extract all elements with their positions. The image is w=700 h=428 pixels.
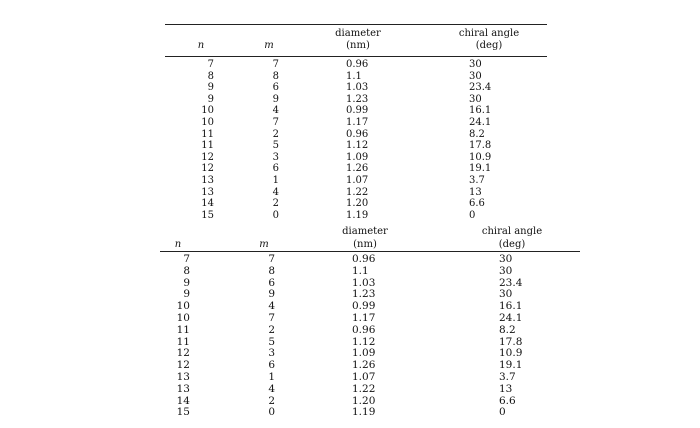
diameter-cell: 1.17 bbox=[346, 117, 369, 128]
chiral-angle-cell: 30 bbox=[469, 70, 482, 82]
m-header: m bbox=[259, 239, 269, 250]
chiral-angle-cell: 24.1 bbox=[499, 312, 523, 324]
n-cell: 13 bbox=[201, 186, 214, 198]
m-cell: 1 bbox=[272, 175, 279, 186]
n-cell: 10 bbox=[176, 300, 190, 313]
chiral-angle-cell: 3.7 bbox=[469, 175, 485, 186]
m-cell: 0 bbox=[272, 209, 279, 221]
chiral-angle-cell: 30 bbox=[469, 93, 482, 105]
n-cell: 14 bbox=[201, 198, 214, 210]
table-row bbox=[160, 289, 580, 301]
m-cell: 9 bbox=[272, 93, 279, 105]
n-cell: 7 bbox=[207, 59, 214, 70]
chiral-angle-cell: 0 bbox=[499, 406, 506, 419]
m-cell: 2 bbox=[268, 394, 275, 407]
diameter-cell: 1.03 bbox=[352, 276, 376, 289]
table-row bbox=[160, 372, 580, 384]
m-cell: 0 bbox=[268, 406, 275, 419]
m-cell: 2 bbox=[272, 128, 279, 140]
table-row bbox=[160, 360, 580, 372]
diameter-cell: 1.22 bbox=[352, 382, 376, 395]
m-cell: 1 bbox=[268, 371, 275, 383]
chiral-angle-header: chiral angle bbox=[458, 28, 520, 39]
m-header: m bbox=[264, 40, 274, 51]
diameter-cell: 1.03 bbox=[346, 82, 369, 94]
chiral-angle-cell: 3.7 bbox=[499, 371, 516, 383]
n-cell: 9 bbox=[207, 93, 214, 105]
n-cell: 10 bbox=[176, 312, 190, 324]
chiral-angle-cell: 30 bbox=[499, 288, 513, 301]
diameter-unit: (nm) bbox=[346, 40, 370, 51]
diameter-cell: 1.20 bbox=[352, 394, 376, 407]
m-cell: 7 bbox=[268, 253, 275, 265]
chiral-angle-cell: 10.9 bbox=[499, 347, 523, 360]
m-cell: 7 bbox=[272, 117, 279, 128]
diameter-cell: 0.96 bbox=[346, 128, 369, 140]
diameter-cell: 0.99 bbox=[346, 105, 369, 117]
chiral-angle-cell: 0 bbox=[469, 209, 476, 221]
m-cell: 6 bbox=[272, 163, 279, 175]
chiral-angle-cell: 23.4 bbox=[469, 82, 492, 94]
diameter-cell: 1.07 bbox=[346, 175, 369, 186]
n-cell: 15 bbox=[201, 209, 214, 221]
n-cell: 12 bbox=[201, 151, 214, 163]
chiral-angle-cell: 16.1 bbox=[499, 300, 523, 313]
table-row bbox=[160, 384, 580, 396]
m-cell: 3 bbox=[268, 347, 275, 360]
m-cell: 8 bbox=[268, 264, 275, 277]
diameter-unit: (nm) bbox=[353, 239, 377, 250]
chiral-angle-cell: 17.8 bbox=[469, 140, 492, 152]
m-cell: 2 bbox=[268, 323, 275, 336]
chiral-angle-cell: 16.1 bbox=[469, 105, 492, 117]
n-cell: 12 bbox=[201, 163, 214, 175]
chiral-angle-cell: 8.2 bbox=[469, 128, 485, 140]
chiral-angle-cell: 8.2 bbox=[499, 323, 516, 336]
diameter-cell: 1.09 bbox=[352, 347, 376, 360]
n-cell: 11 bbox=[176, 335, 190, 348]
m-cell: 2 bbox=[272, 198, 279, 210]
diameter-cell: 1.20 bbox=[346, 198, 369, 210]
diameter-cell: 1.07 bbox=[352, 371, 376, 383]
m-cell: 4 bbox=[272, 186, 279, 198]
n-cell: 10 bbox=[201, 117, 214, 128]
n-cell: 7 bbox=[183, 253, 190, 265]
diameter-header: diameter bbox=[335, 28, 381, 39]
m-cell: 6 bbox=[268, 359, 275, 372]
diameter-cell: 1.1 bbox=[352, 264, 369, 277]
m-cell: 6 bbox=[268, 276, 275, 289]
diameter-cell: 1.23 bbox=[352, 288, 376, 301]
n-cell: 11 bbox=[201, 140, 214, 152]
chiral-angle-cell: 30 bbox=[499, 264, 513, 277]
table-row bbox=[160, 348, 580, 360]
n-cell: 9 bbox=[183, 288, 190, 301]
diameter-cell: 0.96 bbox=[346, 59, 369, 70]
m-cell: 6 bbox=[272, 82, 279, 94]
n-cell: 10 bbox=[201, 105, 214, 117]
m-cell: 4 bbox=[272, 105, 279, 117]
chiral-angle-cell: 24.1 bbox=[469, 117, 492, 128]
n-header: n bbox=[174, 239, 182, 250]
diameter-cell: 0.99 bbox=[352, 300, 376, 313]
diameter-cell: 1.12 bbox=[352, 335, 376, 348]
table-row bbox=[160, 396, 580, 408]
n-cell: 9 bbox=[183, 276, 190, 289]
m-cell: 8 bbox=[272, 70, 279, 82]
nanotube-table-2 bbox=[160, 0, 580, 428]
m-cell: 9 bbox=[268, 288, 275, 301]
n-cell: 14 bbox=[176, 394, 190, 407]
n-cell: 13 bbox=[201, 175, 214, 186]
m-cell: 4 bbox=[268, 382, 275, 395]
table-row bbox=[160, 301, 580, 313]
table-row bbox=[160, 278, 580, 290]
table-row bbox=[160, 313, 580, 325]
table-row bbox=[160, 266, 580, 278]
chiral-angle-cell: 30 bbox=[499, 253, 513, 265]
n-cell: 13 bbox=[176, 382, 190, 395]
table-row bbox=[160, 254, 580, 266]
m-cell: 7 bbox=[272, 59, 279, 70]
chiral-angle-cell: 13 bbox=[469, 186, 482, 198]
chiral-angle-header: chiral angle bbox=[481, 226, 543, 237]
n-cell: 15 bbox=[176, 406, 190, 419]
n-cell: 12 bbox=[176, 347, 190, 360]
chiral-angle-cell: 19.1 bbox=[499, 359, 523, 372]
diameter-cell: 1.17 bbox=[352, 312, 376, 324]
diameter-cell: 1.09 bbox=[346, 151, 369, 163]
diameter-cell: 0.96 bbox=[352, 253, 376, 265]
chiral-angle-cell: 6.6 bbox=[469, 198, 485, 210]
m-cell: 3 bbox=[272, 151, 279, 163]
diameter-cell: 1.26 bbox=[352, 359, 376, 372]
chiral-angle-cell: 6.6 bbox=[499, 394, 516, 407]
table-row bbox=[160, 325, 580, 337]
chiral-angle-cell: 23.4 bbox=[499, 276, 523, 289]
n-cell: 11 bbox=[201, 128, 214, 140]
n-cell: 9 bbox=[207, 82, 214, 94]
diameter-cell: 1.19 bbox=[352, 406, 376, 419]
m-cell: 4 bbox=[268, 300, 275, 313]
m-cell: 5 bbox=[268, 335, 275, 348]
diameter-cell: 1.19 bbox=[346, 209, 369, 221]
chiral-angle-unit: (deg) bbox=[498, 239, 526, 250]
m-cell: 7 bbox=[268, 312, 275, 324]
diameter-cell: 1.12 bbox=[346, 140, 369, 152]
chiral-angle-cell: 13 bbox=[499, 382, 513, 395]
n-cell: 13 bbox=[176, 371, 190, 383]
n-header: n bbox=[197, 40, 205, 51]
chiral-angle-cell: 30 bbox=[469, 59, 482, 70]
diameter-cell: 1.23 bbox=[346, 93, 369, 105]
table-header-rule bbox=[160, 251, 580, 252]
diameter-cell: 1.26 bbox=[346, 163, 369, 175]
chiral-angle-cell: 10.9 bbox=[469, 151, 492, 163]
chiral-angle-cell: 17.8 bbox=[499, 335, 523, 348]
diameter-cell: 1.1 bbox=[346, 70, 362, 82]
chiral-angle-cell: 19.1 bbox=[469, 163, 492, 175]
chiral-angle-unit: (deg) bbox=[475, 40, 503, 51]
table-row bbox=[160, 407, 580, 419]
n-cell: 8 bbox=[207, 70, 214, 82]
table-row bbox=[160, 337, 580, 349]
n-cell: 8 bbox=[183, 264, 190, 277]
n-cell: 11 bbox=[176, 323, 190, 336]
diameter-header: diameter bbox=[342, 226, 388, 237]
m-cell: 5 bbox=[272, 140, 279, 152]
n-cell: 12 bbox=[176, 359, 190, 372]
diameter-cell: 0.96 bbox=[352, 323, 376, 336]
diameter-cell: 1.22 bbox=[346, 186, 369, 198]
